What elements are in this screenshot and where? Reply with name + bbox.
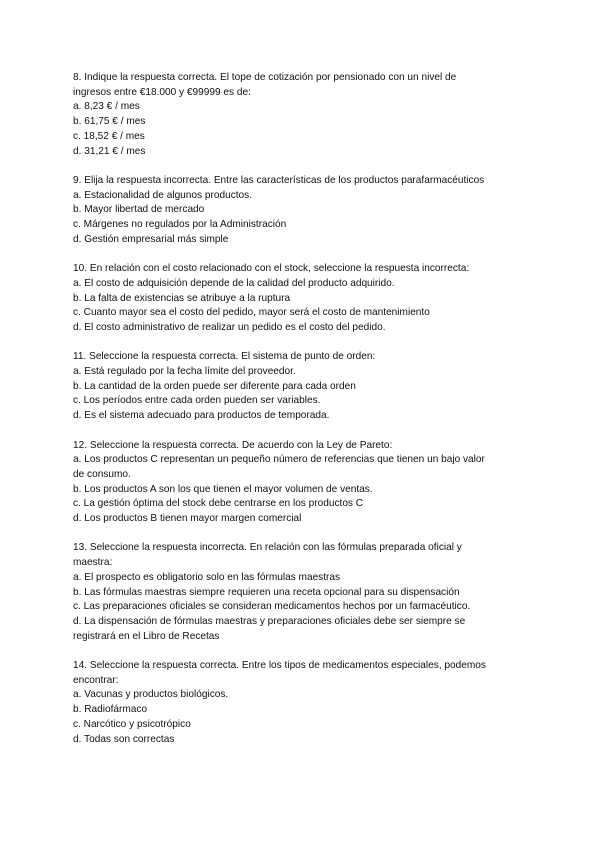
answer-option: c. La gestión óptima del stock debe centrarse en los productos C [73, 498, 364, 510]
answer-option: c. Cuanto mayor sea el costo del pedido, mayor será el costo de mantenimiento [73, 307, 430, 319]
answer-option: c. Márgenes no regulados por la Administración [73, 219, 287, 231]
answer-option: b. Los productos A son los que tienen el mayor volumen de ventas. [73, 483, 373, 495]
answer-option: d. Es el sistema adecuado para productos de temporada. [73, 410, 330, 422]
answer-option: b. Mayor libertad de mercado [73, 204, 205, 216]
question-text: encontrar: [73, 674, 119, 686]
answer-option: a. El costo de adquisición depende de la calidad del producto adquirido. [73, 277, 395, 289]
answer-option: c. 18,52 € / mes [73, 130, 145, 142]
answer-option: d. La dispensación de fórmulas maestras y preparaciones oficiales debe ser siempre se [73, 615, 466, 627]
answer-option: a. 8,23 € / mes [73, 101, 140, 113]
answer-option: d. Todas son correctas [73, 733, 175, 745]
answer-option: b. 61,75 € / mes [73, 116, 146, 128]
answer-option: c. Los períodos entre cada orden pueden ser variables. [73, 395, 321, 407]
answer-option: d. 31,21 € / mes [73, 145, 146, 157]
answer-option: c. Las preparaciones oficiales se consideran medicamentos hechos por un farmacéutico. [73, 601, 471, 613]
answer-option: a. El prospecto es obligatorio solo en las fórmulas maestras [73, 571, 341, 583]
question-list [73, 71, 543, 762]
answer-option: b. La falta de existencias se atribuye a la ruptura [73, 292, 291, 304]
answer-option: a. Vacunas y productos biológicos. [73, 689, 229, 701]
answer-option-continuation: registrará en el Libro de Recetas [73, 630, 220, 642]
question-11 [73, 350, 543, 424]
question-text: 12. Seleccione la respuesta correcta. De acuerdo con la Ley de Pareto: [73, 439, 393, 451]
question-13 [73, 541, 543, 644]
answer-option: c. Narcótico y psicotrópico [73, 718, 191, 730]
question-text: 8. Indique la respuesta correcta. El tope de cotización por pensionado con un nivel de [73, 72, 457, 83]
question-text: 14. Seleccione la respuesta correcta. Entre los tipos de medicamentos especiales, podemos [73, 660, 486, 672]
answer-option: a. Está regulado por la fecha límite del proveedor. [73, 366, 296, 378]
answer-option: d. Gestión empresarial más simple [73, 233, 229, 245]
answer-option: b. Las fórmulas maestras siempre requieren una receta opcional para su dispensación [73, 586, 460, 598]
answer-option: b. Radiofármaco [73, 704, 148, 716]
question-text: maestra: [73, 557, 113, 569]
question-14 [73, 659, 543, 747]
answer-option-continuation: de consumo. [73, 468, 131, 480]
question-text: 10. En relación con el costo relacionado con el stock, seleccione la respuesta incorrecta: [73, 263, 470, 275]
question-12 [73, 439, 543, 527]
answer-option: d. El costo administrativo de realizar un pedido es el costo del pedido. [73, 321, 386, 333]
answer-option: a. Estacionalidad de algunos productos. [73, 189, 253, 201]
question-text: 11. Seleccione la respuesta correcta. El sistema de punto de orden: [73, 351, 376, 363]
answer-option: a. Los productos C representan un pequeño número de referencias que tienen un bajo valor [73, 454, 485, 466]
answer-option: b. La cantidad de la orden puede ser diferente para cada orden [73, 380, 356, 392]
question-8 [73, 71, 543, 159]
question-text: ingresos entre €18.000 y €99999 es de: [73, 86, 251, 98]
question-10 [73, 262, 543, 336]
question-text: 9. Elija la respuesta incorrecta. Entre las características de los productos parafarmacéuticos [73, 174, 485, 186]
question-text: 13. Seleccione la respuesta incorrecta. En relación con las fórmulas preparada oficial y [73, 542, 462, 554]
answer-option: d. Los productos B tienen mayor margen comercial [73, 513, 302, 525]
question-9 [73, 174, 543, 248]
